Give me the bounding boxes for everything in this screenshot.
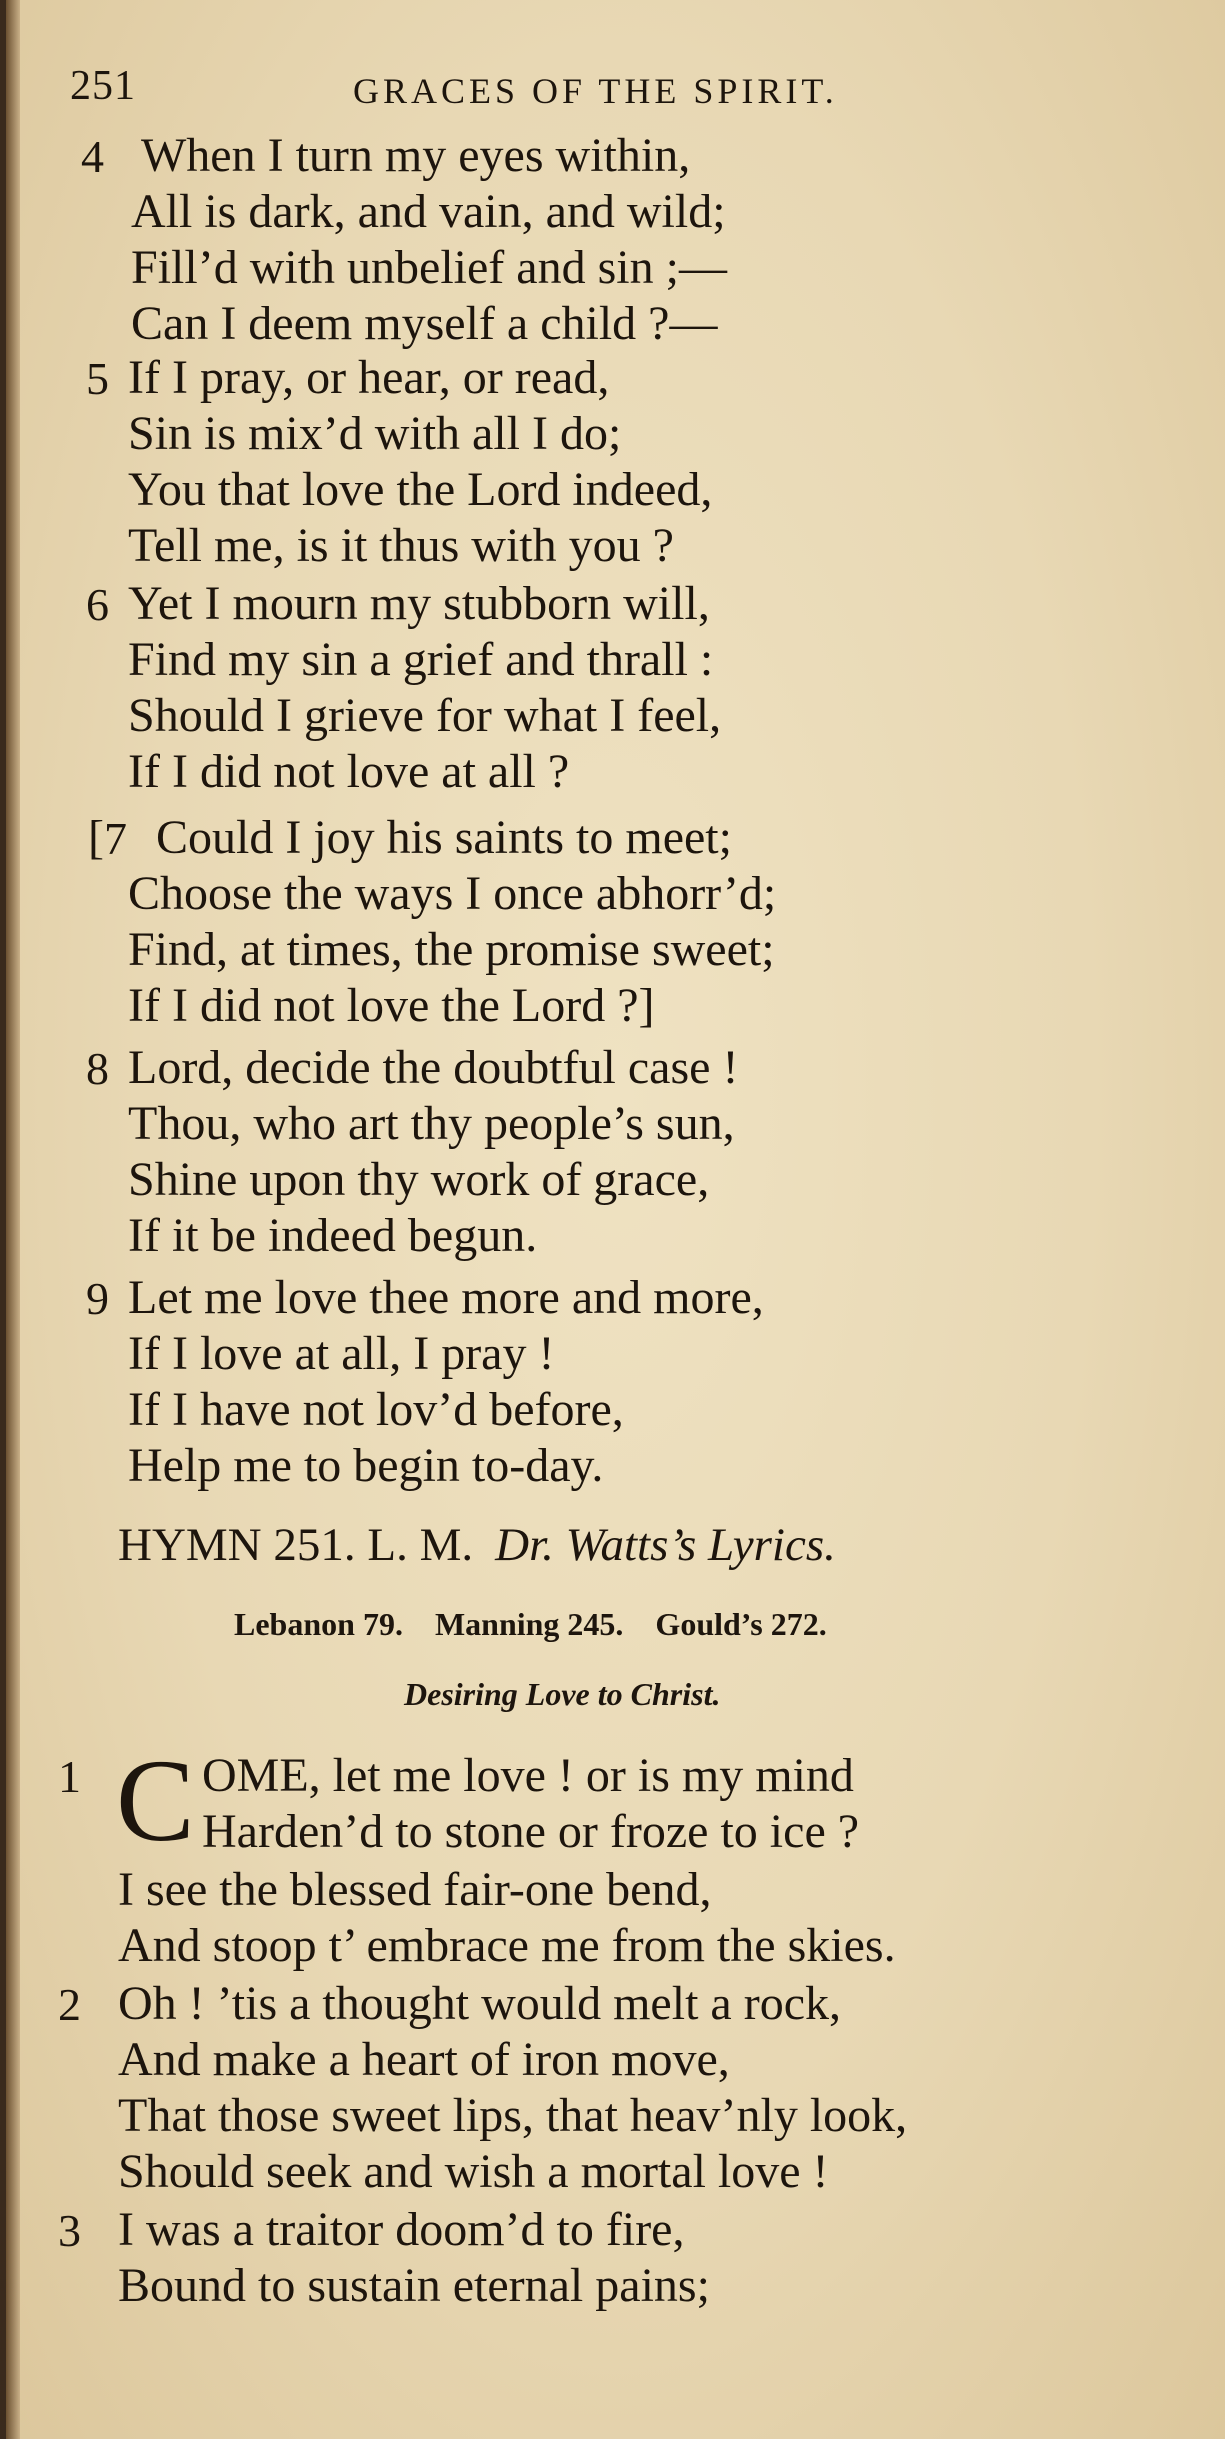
verse-line: And make a heart of iron move, [118,2033,730,2086]
verse-line: Tell me, is it thus with you ? [128,519,674,572]
verse-line: That those sweet lips, that heav’nly look, [118,2089,908,2142]
verse-line: Could I joy his saints to meet; [156,811,732,864]
verse-line: If I love at all, I pray ! [128,1327,555,1380]
binding-edge [6,0,20,2439]
verse-line: Help me to begin to-day. [128,1439,604,1492]
tune-references [234,1606,859,1643]
hymn-number-meter: HYMN 251. L. M. [118,1519,474,1571]
verse-line: I was a traitor doom’d to fire, [118,2203,685,2256]
stanza-number: 4 [81,131,104,182]
verse-line: You that love the Lord indeed, [128,463,713,516]
verse-line: OME, let me love ! or is my mind [202,1749,854,1802]
verse-line: And stoop t’ embrace me from the skies. [118,1919,896,1972]
verse-line: Oh ! ’tis a thought would melt a rock, [118,1977,841,2030]
verse-line: Yet I mourn my stubborn will, [128,577,710,630]
verse-line: Sin is mix’d with all I do; [128,407,622,460]
book-page [6,0,1225,2439]
stanza-number: 5 [86,353,109,404]
verse-line: Harden’d to stone or froze to ice ? [202,1805,860,1858]
verse-line: Fill’d with unbelief and sin ;— [131,241,727,294]
stanza-number: 2 [58,1979,81,2030]
verse-line: Let me love thee more and more, [128,1271,764,1324]
verse-line: Thou, who art thy people’s sun, [128,1097,735,1150]
bracket: [ [88,811,104,864]
verse-line: All is dark, and vain, and wild; [131,185,726,238]
verse-line: Bound to sustain eternal pains; [118,2259,710,2312]
verse-line: If I did not love the Lord ?] [128,979,655,1032]
hymn-subject: Desiring Love to Christ. [404,1676,721,1712]
hymn-author: Dr. Watts’s Lyrics. [495,1519,836,1571]
page-number: 251 [70,63,136,109]
verse-line: I see the blessed fair-one bend, [118,1863,712,1916]
verse-line: Lord, decide the doubtful case ! [128,1041,739,1094]
verse-line: If I pray, or hear, or read, [128,351,610,404]
verse-line: If it be indeed begun. [128,1209,538,1262]
verse-line: If I have not lov’d before, [128,1383,624,1436]
verse-line: If I did not love at all ? [128,745,570,798]
drop-cap: C [116,1735,193,1866]
verse-line: Can I deem myself a child ?— [131,297,718,350]
stanza-number: 6 [86,579,109,630]
stanza-number: 3 [58,2205,81,2256]
verse-line: Should seek and wish a mortal love ! [118,2145,829,2198]
stanza-number: 8 [86,1043,109,1094]
stanza-number: 7 [104,813,127,864]
running-head: GRACES OF THE SPIRIT. [353,71,838,111]
tune-reference: Gould’s 272. [655,1606,827,1642]
verse-line: Find my sin a grief and thrall : [128,633,714,686]
stanza-number: 1 [58,1751,81,1802]
verse-line: Shine upon thy work of grace, [128,1153,710,1206]
hymn-title [118,1518,836,1572]
tune-reference: Manning 245. [434,1606,624,1642]
page-header [61,62,1191,132]
verse-line: When I turn my eyes within, [141,129,691,182]
verse-line: Should I grieve for what I feel, [128,689,722,742]
verse-line: Choose the ways I once abhorr’d; [128,867,777,920]
verse-line: Find, at times, the promise sweet; [128,923,775,976]
tune-reference: Lebanon 79. [234,1606,403,1642]
stanza-number: 9 [86,1273,109,1324]
